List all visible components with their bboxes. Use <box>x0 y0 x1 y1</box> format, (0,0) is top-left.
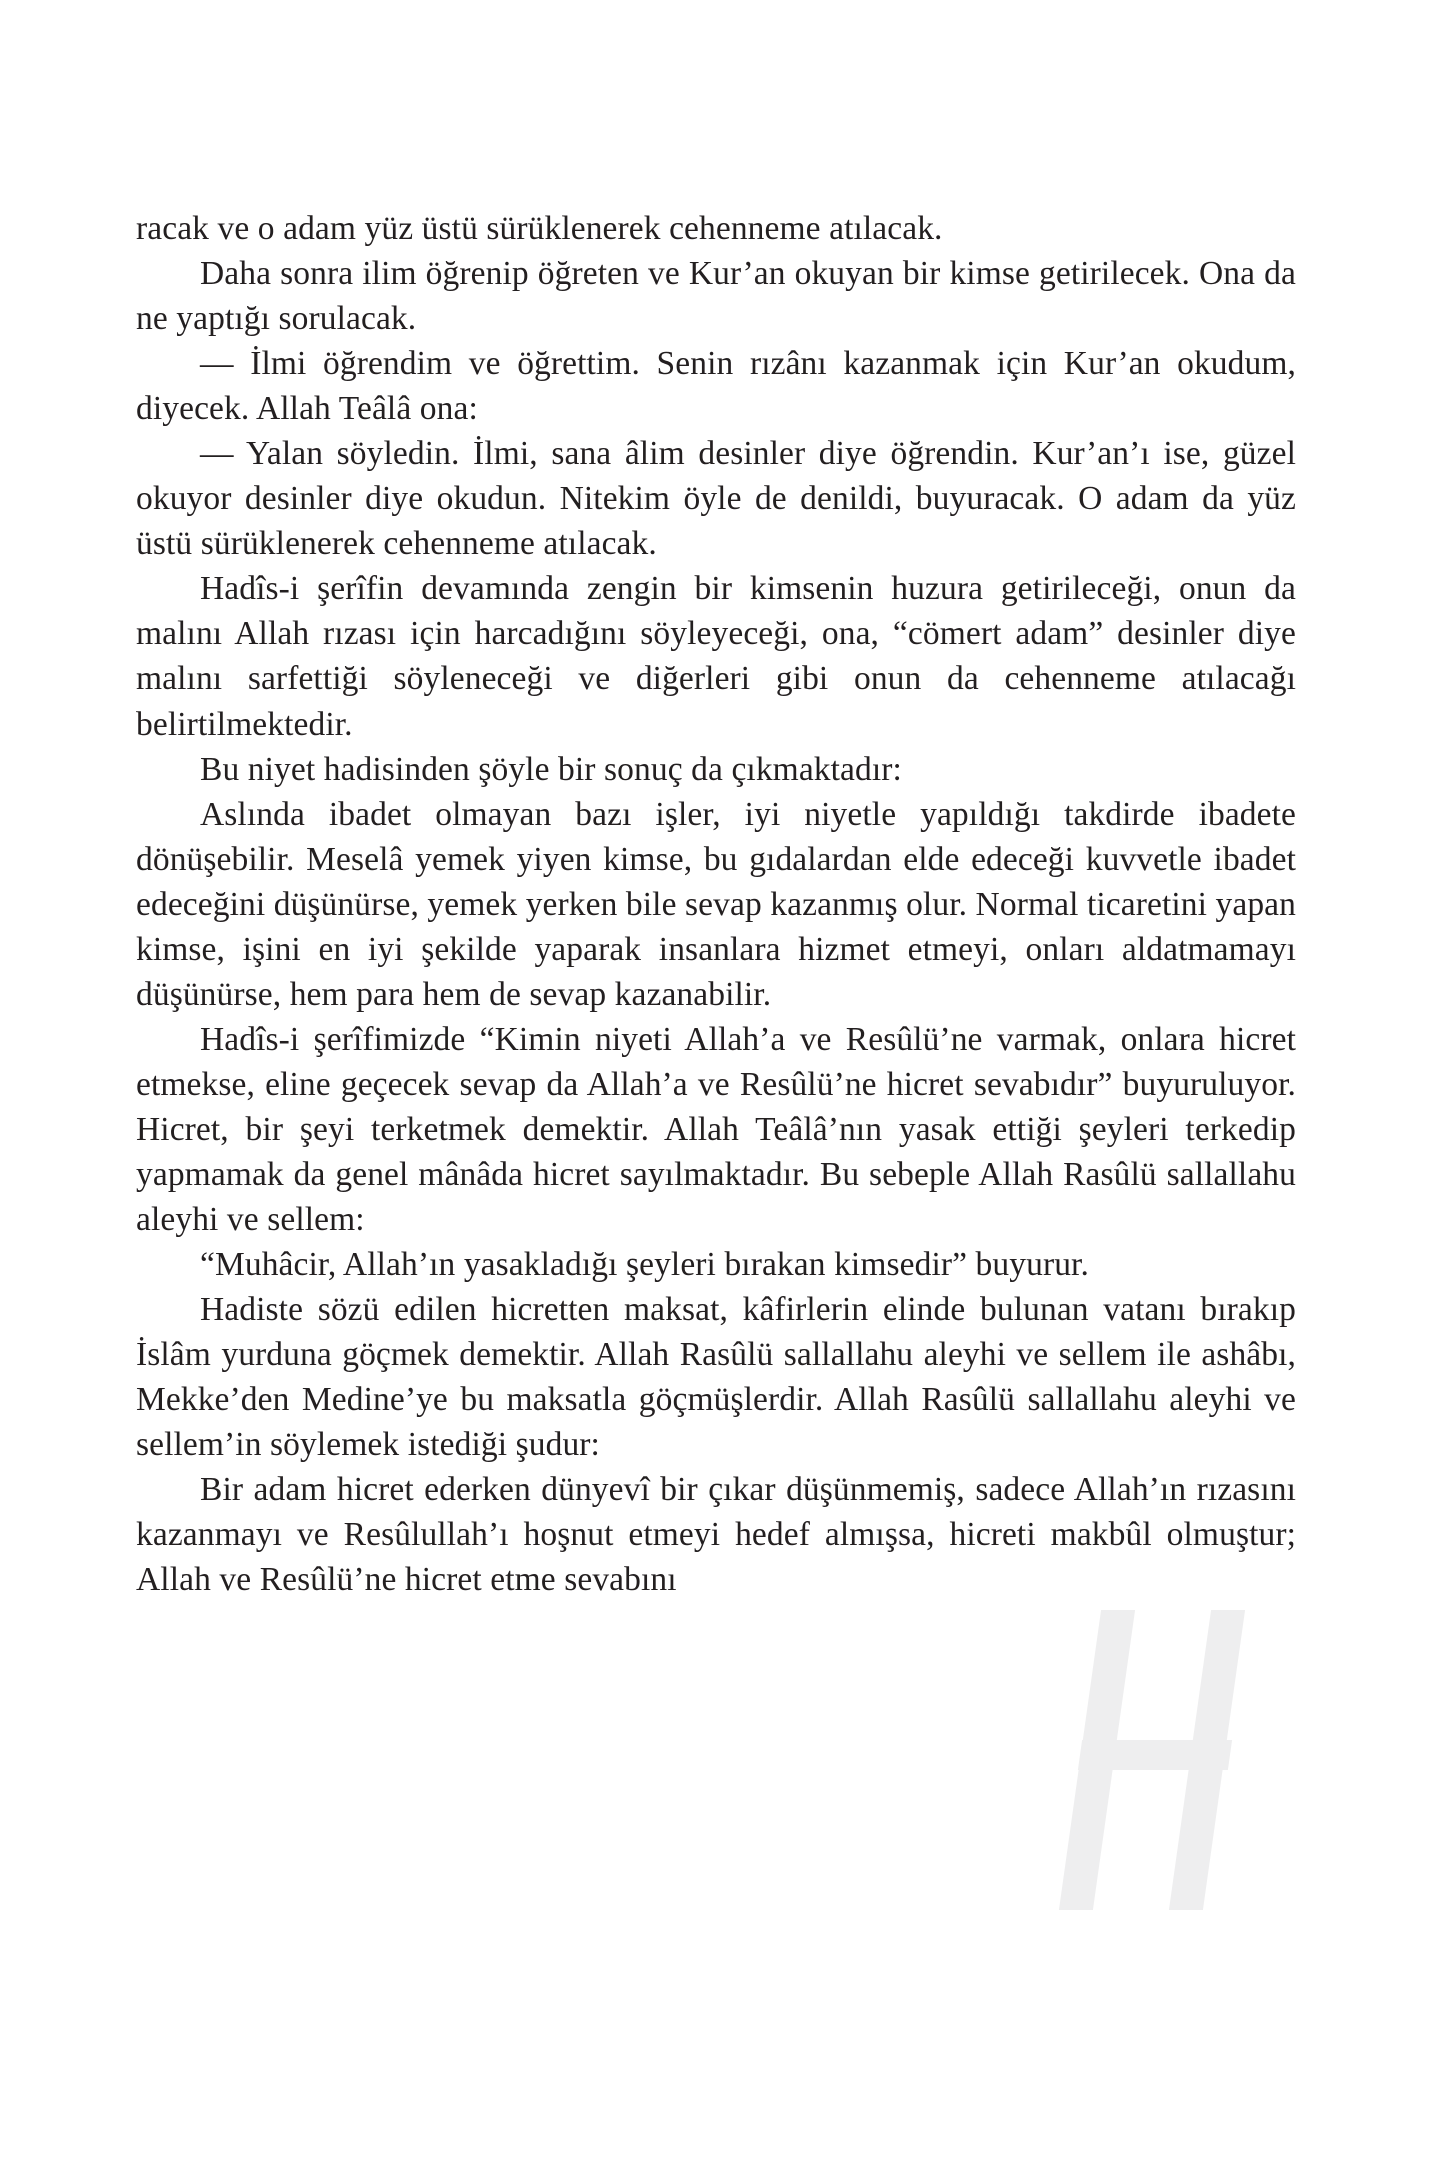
paragraph: Hadîs-i şerîfimizde “Kimin niyeti Allah’a ve Resûlü’ne varmak, onlara hicret etmekse, eline geçecek sevap da Allah’a ve Resûlü’ne hicret sevabıdır” buyuruluyor. Hicret, bir şeyi terketmek demektir. Allah Teâlâ’nın yasak ettiği şeyleri terkedip yapmamak da genel mânâda hicret sayılmaktadır. Bu sebeple Allah Rasûlü sallallahu aleyhi ve sellem: <box>136 1020 1296 1239</box>
paragraph: racak ve o adam yüz üstü sürüklenerek cehenneme atılacak. <box>136 210 943 247</box>
watermark-graphic <box>1070 1610 1280 1910</box>
paragraph: — İlmi öğrendim ve öğrettim. Senin rızânı kazanmak için Kur’an okudum, diyecek. Allah Teâlâ ona: <box>136 345 1296 428</box>
paragraph: Hadiste sözü edilen hicretten maksat, kâfirlerin elinde bulunan vatanı bırakıp İslâm yurduna göçmek demektir. Allah Rasûlü sallallahu aleyhi ve sellem ile ashâbı, Mekke’den Medine’ye bu maksatla göçmüşlerdir. Allah Rasûlü sallallahu aleyhi ve sellem’in söylemek istediği şudur: <box>136 1291 1296 1464</box>
paragraph: — Yalan söyledin. İlmi, sana âlim desinler diye öğrendin. Kur’an’ı ise, güzel okuyor desinler diye okudun. Nitekim öyle de denildi, buyuracak. O adam da yüz üstü sürüklenerek cehenneme atılacak. <box>136 435 1296 563</box>
paragraph: Aslında ibadet olmayan bazı işler, iyi niyetle yapıldığı takdirde ibadete dönüşebilir. Meselâ yemek yiyen kimse, bu gıdalardan elde edeceği kuvvetle ibadet edeceğini düşünürse, yemek yerken bile sevap kazanmış olur. Normal ticaretini yapan kimse, işini en iyi şekilde yaparak insanlara hizmet etmeyi, onları aldatmamayı düşünürse, hem para hem de sevap kazanabilir. <box>136 795 1296 1013</box>
paragraph: “Muhâcir, Allah’ın yasakladığı şeyleri bırakan kimsedir” buyurur. <box>200 1246 1089 1284</box>
body-text-column <box>136 206 1296 1602</box>
paragraph: Hadîs-i şerîfin devamında zengin bir kimsenin huzura getirileceği, onun da malını Allah rızası için harcadığını söyleyeceği, ona, “cömert adam” desinler diye malını sarfettiği söyleneceği ve diğerleri gibi onun da cehenneme atılacağı belirtilmektedir. <box>136 570 1296 743</box>
paragraph: Bir adam hicret ederken dünyevî bir çıkar düşünmemiş, sadece Allah’ın rızasını kazanmayı ve Resûlullah’ı hoşnut etmeyi hedef almışsa, hicreti makbûl olmuştur; Allah ve Resûlü’ne hicret etme sevabını <box>136 1471 1296 1599</box>
paragraph: Daha sonra ilim öğrenip öğreten ve Kur’an okuyan bir kimse getirilecek. Ona da ne yaptığı sorulacak. <box>136 255 1296 338</box>
paragraph: Bu niyet hadisinden şöyle bir sonuç da çıkmaktadır: <box>200 750 902 788</box>
